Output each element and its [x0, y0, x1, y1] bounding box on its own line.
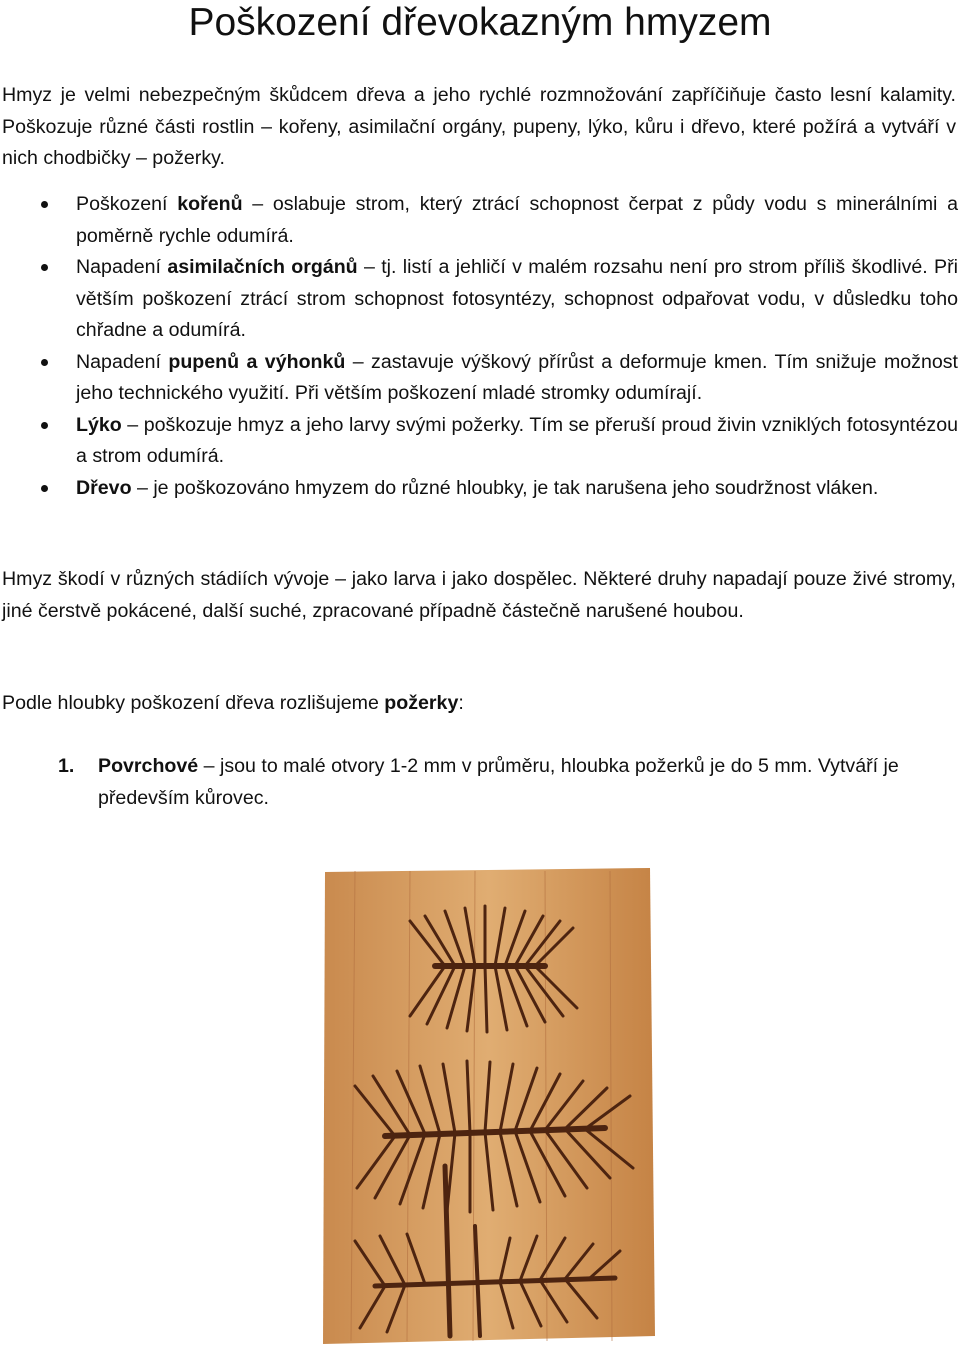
item-bold-term: Povrchové: [98, 755, 199, 777]
page-title: Poškození dřevokazným hmyzem: [188, 1, 772, 44]
list-item: [0, 410, 958, 473]
depth-types-list: [0, 751, 958, 814]
intro-paragraph: Hmyz je velmi nebezpečným škůdcem dřeva a jeho rychlé rozmnožování zapříčiňuje často lesní kalamity. Poškozuje různé části rostlin – kořeny, asimilační orgány, pupeny, lýko, kůru i dřevo, které požírá a vytváří v nich chodbičky – požerky.: [2, 84, 956, 169]
depth-intro-lead: Podle hloubky poškození dřeva rozlišujeme: [2, 692, 385, 714]
bullet-bold-term: pupenů a výhonků: [168, 350, 346, 373]
depth-intro-tail: :: [458, 692, 464, 714]
bark-beetle-galleries-image: [315, 866, 660, 1348]
damage-types-list: [0, 189, 958, 504]
bullet-bold-term: Dřevo: [76, 476, 132, 499]
bullet-description: – zastavuje výškový přírůst a deformuje kmen. Tím snižuje možnost jeho technického využití. Při větším poškození mladé stromky odumírají.: [76, 350, 959, 404]
bullet-description: – poškozuje hmyz a jeho larvy svými požerky. Tím se přeruší proud živin vzniklých fotosyntézou a strom odumírá.: [76, 413, 958, 467]
depth-intro-paragraph: [2, 688, 956, 720]
bullet-icon: [41, 485, 48, 492]
depth-intro-bold: požerky: [384, 692, 459, 714]
bullet-description: – oslabuje strom, který ztrácí schopnost čerpat z půdy vodu s minerálními a poměrně rychle odumírá.: [76, 193, 959, 247]
list-item: [0, 189, 958, 252]
bullet-icon: [41, 422, 48, 429]
list-item: [0, 347, 958, 410]
bark-beetle-galleries-photo-icon: [315, 866, 660, 1348]
bullet-bold-term: kořenů: [177, 193, 243, 215]
item-description: – jsou to malé otvory 1-2 mm v průměru, hloubka požerků je do 5 mm. Vytváří je především kůrovec.: [98, 755, 899, 809]
list-item: [0, 252, 958, 347]
numbered-item: [0, 751, 958, 814]
list-item: [0, 473, 958, 505]
stages-paragraph: Hmyz škodí v různých stádiích vývoje – jako larva i jako dospělec. Některé druhy napadají pouze živé stromy, jiné čerstvě pokácené, další suché, zpracované případně částečně narušené houbou.: [2, 568, 956, 622]
bullet-icon: [41, 201, 48, 208]
bullet-bold-term: Lýko: [76, 413, 122, 436]
bullet-description: – je poškozováno hmyzem do různé hloubky, je tak narušena jeho soudržnost vláken.: [131, 476, 879, 499]
bullet-lead-text: Napadení: [76, 256, 168, 278]
bullet-lead-text: Napadení: [76, 350, 169, 373]
bullet-bold-term: asimilačních orgánů: [167, 256, 358, 278]
item-number: 1.: [58, 755, 75, 777]
bullet-lead-text: Poškození: [76, 193, 178, 215]
bullet-icon: [41, 359, 48, 366]
bullet-description: – tj. listí a jehličí v malém rozsahu není pro strom příliš škodlivé. Při větším poškození ztrácí strom schopnost fotosyntézy, schopnost odpařovat vodu, v důsledku toho chřadne a odumírá.: [76, 256, 959, 341]
bullet-icon: [41, 264, 48, 271]
